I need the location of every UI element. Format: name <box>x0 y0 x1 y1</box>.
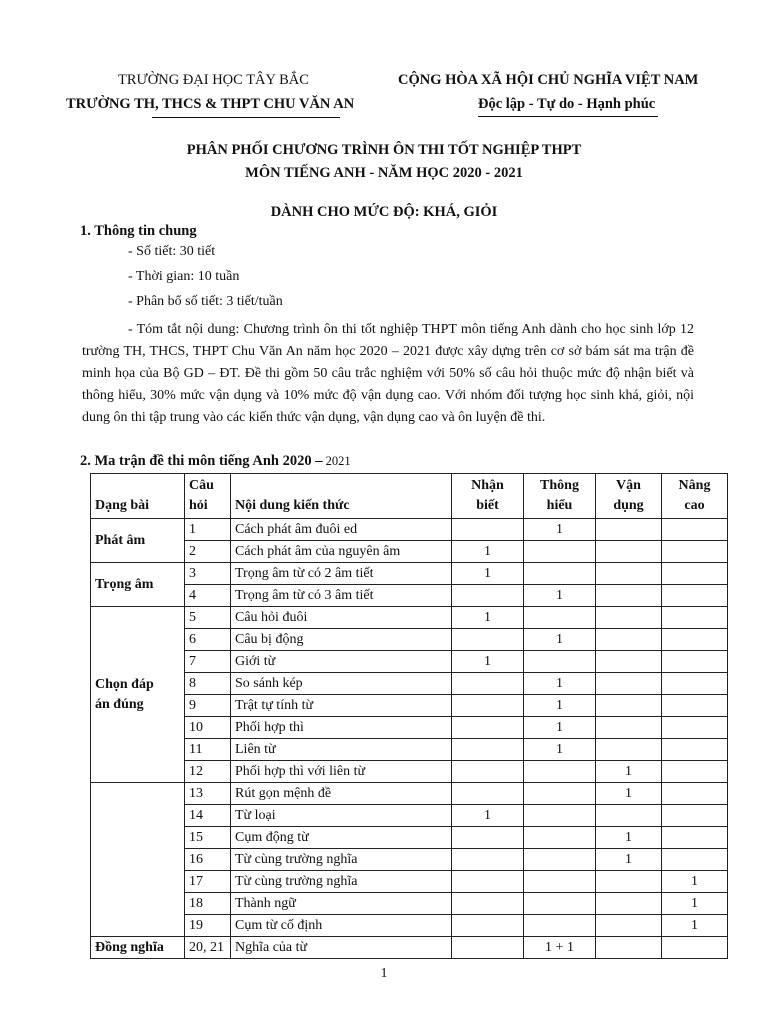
cell-content: Liên từ <box>231 739 452 761</box>
cell-application <box>596 739 662 761</box>
table-row <box>91 915 728 937</box>
table-row <box>91 563 728 585</box>
table-row <box>91 607 728 629</box>
table-row <box>91 585 728 607</box>
table-row <box>91 893 728 915</box>
cell-advanced <box>662 563 728 585</box>
table-row <box>91 761 728 783</box>
table-row <box>91 937 728 959</box>
cell-recognition: 1 <box>452 607 524 629</box>
cell-question: 14 <box>185 805 231 827</box>
cell-recognition: 1 <box>452 541 524 563</box>
header-application <box>596 474 662 519</box>
group-synonym: Đồng nghĩa <box>91 937 185 959</box>
header-question-l2: hỏi <box>189 498 208 513</box>
cell-advanced <box>662 695 728 717</box>
cell-advanced <box>662 805 728 827</box>
cell-understanding <box>524 871 596 893</box>
cell-recognition <box>452 893 524 915</box>
cell-content: Cụm động từ <box>231 827 452 849</box>
group-stress: Trọng âm <box>91 563 185 607</box>
cell-application <box>596 607 662 629</box>
school-parent-name: TRƯỜNG ĐẠI HỌC TÂY BẮC <box>118 72 309 88</box>
cell-advanced <box>662 849 728 871</box>
cell-recognition <box>452 937 524 959</box>
info-periods: - Số tiết: 30 tiết <box>128 244 216 259</box>
cell-content: Nghĩa của từ <box>231 937 452 959</box>
cell-understanding <box>524 915 596 937</box>
group-unlabeled <box>91 783 185 937</box>
cell-recognition <box>452 849 524 871</box>
group-choose-answer <box>91 607 185 783</box>
cell-understanding <box>524 761 596 783</box>
group-choose-answer-l1: Chọn đáp <box>95 676 154 692</box>
cell-recognition <box>452 871 524 893</box>
cell-content: Cách phát âm của nguyên âm <box>231 541 452 563</box>
cell-question: 2 <box>185 541 231 563</box>
cell-advanced <box>662 827 728 849</box>
cell-understanding <box>524 893 596 915</box>
cell-advanced <box>662 761 728 783</box>
header-question-l1: Câu <box>189 478 214 493</box>
header-advanced-l2: cao <box>684 498 705 513</box>
cell-application: 1 <box>596 849 662 871</box>
cell-question: 15 <box>185 827 231 849</box>
cell-question: 19 <box>185 915 231 937</box>
cell-advanced <box>662 629 728 651</box>
cell-understanding <box>524 849 596 871</box>
exam-matrix-table <box>90 473 728 959</box>
section2-heading-year: 2021 <box>322 454 351 468</box>
cell-question: 9 <box>185 695 231 717</box>
cell-application <box>596 585 662 607</box>
cell-application: 1 <box>596 761 662 783</box>
cell-recognition <box>452 827 524 849</box>
cell-content: Từ cùng trường nghĩa <box>231 871 452 893</box>
national-motto-underline <box>478 116 658 117</box>
header-understanding-l1: Thông <box>540 478 579 493</box>
table-row <box>91 783 728 805</box>
cell-content: Trật tự tính từ <box>231 695 452 717</box>
info-allocation: - Phân bổ số tiết: 3 tiết/tuần <box>128 294 283 309</box>
cell-advanced: 1 <box>662 893 728 915</box>
cell-understanding: 1 <box>524 739 596 761</box>
cell-understanding: 1 <box>524 629 596 651</box>
cell-recognition: 1 <box>452 805 524 827</box>
header-recognition <box>452 474 524 519</box>
cell-content: Trọng âm từ có 3 âm tiết <box>231 585 452 607</box>
cell-advanced <box>662 607 728 629</box>
cell-question: 3 <box>185 563 231 585</box>
cell-content: Từ loại <box>231 805 452 827</box>
cell-application: 1 <box>596 783 662 805</box>
cell-application <box>596 629 662 651</box>
cell-application <box>596 673 662 695</box>
cell-advanced: 1 <box>662 915 728 937</box>
cell-advanced <box>662 585 728 607</box>
cell-understanding <box>524 607 596 629</box>
cell-advanced <box>662 519 728 541</box>
group-choose-answer-l2: án đúng <box>95 696 144 712</box>
cell-understanding: 1 <box>524 673 596 695</box>
cell-understanding: 1 <box>524 695 596 717</box>
doc-title-line1: PHÂN PHỐI CHƯƠNG TRÌNH ÔN THI TỐT NGHIỆP THPT <box>186 142 582 158</box>
cell-recognition <box>452 915 524 937</box>
cell-content: Từ cùng trường nghĩa <box>231 849 452 871</box>
cell-application <box>596 937 662 959</box>
cell-advanced <box>662 937 728 959</box>
cell-recognition <box>452 695 524 717</box>
cell-recognition <box>452 783 524 805</box>
cell-recognition <box>452 629 524 651</box>
header-understanding-l2: hiểu <box>546 498 573 513</box>
cell-recognition <box>452 585 524 607</box>
header-recognition-l2: biết <box>476 498 499 513</box>
cell-question: 18 <box>185 893 231 915</box>
cell-question: 7 <box>185 651 231 673</box>
cell-application <box>596 805 662 827</box>
cell-understanding <box>524 783 596 805</box>
cell-question: 4 <box>185 585 231 607</box>
table-row <box>91 651 728 673</box>
school-name-underline <box>152 117 340 118</box>
cell-content: Cụm từ cố định <box>231 915 452 937</box>
cell-understanding <box>524 541 596 563</box>
header-type: Dạng bài <box>91 474 185 519</box>
cell-advanced <box>662 783 728 805</box>
table-row <box>91 673 728 695</box>
cell-recognition: 1 <box>452 563 524 585</box>
cell-content: Trọng âm từ có 2 âm tiết <box>231 563 452 585</box>
cell-advanced: 1 <box>662 871 728 893</box>
cell-understanding <box>524 651 596 673</box>
header-advanced-l1: Nâng <box>678 478 711 493</box>
cell-application <box>596 563 662 585</box>
cell-content: Thành ngữ <box>231 893 452 915</box>
header-question <box>185 474 231 519</box>
table-row <box>91 629 728 651</box>
cell-application <box>596 871 662 893</box>
national-motto: Độc lập - Tự do - Hạnh phúc <box>478 96 656 112</box>
group-pronunciation: Phát âm <box>91 519 185 563</box>
cell-understanding: 1 <box>524 585 596 607</box>
cell-question: 6 <box>185 629 231 651</box>
cell-recognition <box>452 739 524 761</box>
cell-recognition <box>452 519 524 541</box>
cell-content: Câu bị động <box>231 629 452 651</box>
table-row <box>91 871 728 893</box>
cell-application: 1 <box>596 827 662 849</box>
cell-application <box>596 893 662 915</box>
cell-recognition <box>452 673 524 695</box>
cell-application <box>596 541 662 563</box>
cell-content: Rút gọn mệnh đề <box>231 783 452 805</box>
doc-title-line2: MÔN TIẾNG ANH - NĂM HỌC 2020 - 2021 <box>245 165 523 181</box>
cell-content: So sánh kép <box>231 673 452 695</box>
cell-advanced <box>662 541 728 563</box>
cell-question: 5 <box>185 607 231 629</box>
cell-understanding <box>524 563 596 585</box>
cell-advanced <box>662 651 728 673</box>
cell-understanding <box>524 805 596 827</box>
section2-heading-text: 2. Ma trận đề thi môn tiếng Anh 2020 – <box>80 453 323 469</box>
cell-understanding <box>524 827 596 849</box>
cell-content: Giới từ <box>231 651 452 673</box>
table-row <box>91 695 728 717</box>
section1-heading: 1. Thông tin chung <box>80 223 197 239</box>
page-number: 1 <box>380 966 388 981</box>
cell-content: Phối hợp thì <box>231 717 452 739</box>
table-row <box>91 827 728 849</box>
cell-question: 20, 21 <box>185 937 231 959</box>
table-row <box>91 717 728 739</box>
cell-application <box>596 717 662 739</box>
cell-understanding: 1 + 1 <box>524 937 596 959</box>
doc-title-level: DÀNH CHO MỨC ĐỘ: KHÁ, GIỎI <box>270 204 498 220</box>
table-header-row <box>91 474 728 519</box>
cell-question: 11 <box>185 739 231 761</box>
cell-understanding: 1 <box>524 519 596 541</box>
cell-understanding: 1 <box>524 717 596 739</box>
table-row <box>91 541 728 563</box>
header-advanced <box>662 474 728 519</box>
cell-question: 10 <box>185 717 231 739</box>
cell-question: 16 <box>185 849 231 871</box>
cell-question: 12 <box>185 761 231 783</box>
header-application-l1: Vận <box>616 478 641 493</box>
info-duration: - Thời gian: 10 tuần <box>128 269 240 284</box>
cell-content: Câu hỏi đuôi <box>231 607 452 629</box>
header-content: Nội dung kiến thức <box>231 474 452 519</box>
table-row <box>91 805 728 827</box>
cell-recognition <box>452 761 524 783</box>
cell-application <box>596 695 662 717</box>
table-row <box>91 849 728 871</box>
cell-application <box>596 519 662 541</box>
header-recognition-l1: Nhận <box>471 478 504 493</box>
cell-recognition <box>452 717 524 739</box>
table-row <box>91 519 728 541</box>
cell-content: Phối hợp thì với liên từ <box>231 761 452 783</box>
cell-advanced <box>662 717 728 739</box>
header-application-l2: dụng <box>613 498 644 513</box>
cell-application <box>596 651 662 673</box>
national-title: CỘNG HÒA XÃ HỘI CHỦ NGHĨA VIỆT NAM <box>398 72 699 88</box>
section2-heading <box>80 453 351 470</box>
header-understanding <box>524 474 596 519</box>
cell-recognition: 1 <box>452 651 524 673</box>
summary-paragraph: - Tóm tắt nội dung: Chương trình ôn thi tốt nghiệp THPT môn tiếng Anh dành cho học sinh lớp 12 trường TH, THCS, THPT Chu Văn An năm học 2020 – 2021 được xây dựng trên cơ sở bám sát ma trận đề minh họa của Bộ GD – ĐT. Đề thi gồm 50 câu trắc nghiệm với 50% số câu hỏi thuộc mức độ nhận biết và thông hiểu, 30% mức vận dụng và 10% mức độ vận dụng cao. Với nhóm đối tượng học sinh khá, giỏi, nội dung ôn thi tập trung vào các kiến thức vận dụng, vận dụng cao và ôn luyện đề thi. <box>82 322 694 425</box>
school-name: TRƯỜNG TH, THCS & THPT CHU VĂN AN <box>66 96 355 112</box>
cell-question: 17 <box>185 871 231 893</box>
cell-content: Cách phát âm đuôi ed <box>231 519 452 541</box>
cell-application <box>596 915 662 937</box>
table-row <box>91 739 728 761</box>
cell-question: 13 <box>185 783 231 805</box>
cell-question: 8 <box>185 673 231 695</box>
cell-question: 1 <box>185 519 231 541</box>
cell-advanced <box>662 673 728 695</box>
cell-advanced <box>662 739 728 761</box>
